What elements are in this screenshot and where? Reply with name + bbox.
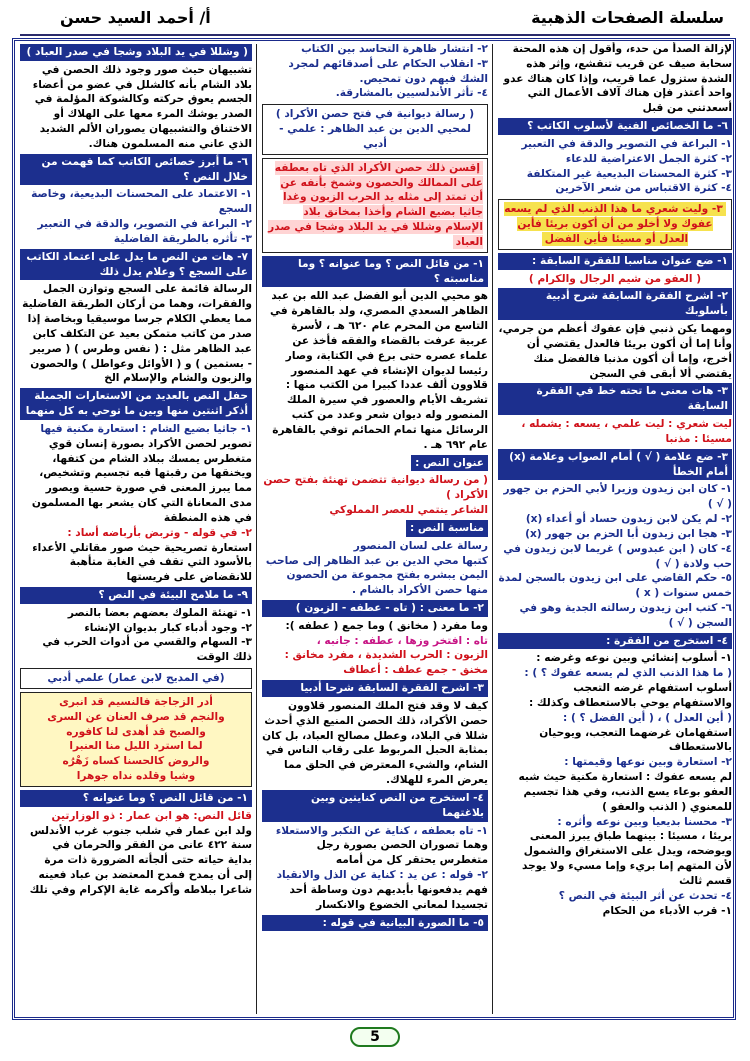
text-line: التاسع من المحرم عام ٦٢٠ هـ ، لأسرة — [291, 320, 488, 333]
text-line: الزبون : الحرب الشديدة ، مفرد مخانق : مخنق - جمع عطف : أعطاف — [284, 649, 488, 677]
text-line: رئيسا لديوان الإنشاء في عهد المنصور — [291, 364, 488, 377]
list-item: ١- تهنئة الملوك بعضهم بعضا بالنصر — [67, 606, 252, 619]
question-heading: ٥- ما الصورة البيانية في قوله : — [262, 915, 488, 932]
list-item: لم يسعه عفوك : استعارة مكنية حيث شبه — [518, 771, 732, 784]
text-line: تشريف الأيام والعصور في سيرة الملك — [286, 394, 488, 407]
text-line: سنة ٤٢٢ عانى من الفقر والحرمان في — [52, 839, 252, 852]
section-title-box: ( رسالة ديوانية في فتح حصن الأكراد ) لمحيي الدين بن عبد الظاهر : علمي - أدبي — [262, 104, 488, 154]
text-line: الرسالة قائمة على السجع وتوازن الجمل — [42, 283, 252, 296]
text-line: - بستمين ) و ( الأوائل وعواطل ) والحصون — [30, 357, 252, 370]
list-item: ٤- كثرة الاقتباس من شعر الآخرين — [555, 182, 732, 195]
text-line: عربية عرفت بالقضاء والفقه فأخذ عن — [292, 334, 488, 347]
quote-box — [498, 199, 732, 249]
column-right — [498, 42, 732, 1016]
text-line: الذي عاني منه المسلمون هناك. — [88, 137, 252, 150]
answer-text: ليت شعري : ليت علمي ، يسعه : يشمله ، مسيئا : مذنبا — [521, 418, 732, 445]
quote-heading: ( وشللا في يد البلاد وشجا في صدر العباد ) — [20, 44, 252, 61]
label-heading: مناسبة النص : — [406, 520, 488, 537]
question-heading: ٣- ضع علامة ( √ ) أمام الصواب وعلامة (x) أمام الخطأ — [498, 449, 732, 481]
list-item: ٢- استعارة وبين نوعها وقيمتها : — [564, 756, 732, 769]
text-line: شاعرا ببلاطه وأكرمه غاية الإكرام وفي تلك — [29, 883, 252, 896]
text-line: المنصور وله ديوان شعر وعدد من كتب — [291, 409, 488, 422]
text-line: عبد الظاهر مثل : ( نفس وطرس ) ( صريير — [30, 342, 252, 355]
list-item: ٣- تأثره بالطريقة الفاضلية — [113, 232, 252, 245]
author-name: أ/ أحمد السيد حسن — [60, 8, 211, 27]
list-item: ١- قرب الأدباء من الحكام — [602, 904, 732, 917]
poem-line: لما استرد الليل منا العنبرا — [69, 740, 203, 753]
text-line: والزبون والشام والإسلام الخ — [104, 372, 252, 385]
text-line: حصن الأكراد، ذلك الحصن المنيع الذي أحدث — [264, 714, 488, 727]
text-line: الشدة ستزول عما قريب، وإذا كان هناك عدو — [503, 72, 732, 85]
list-item: ( أين العدل ) ، ( أين الفضل ؟ ) : — [563, 711, 732, 724]
text-line: للانقضاض على فريستها — [126, 571, 252, 584]
text-line: الشام، والشيء المعترض في الحلق مما — [284, 759, 488, 772]
text-line: يعرض المرء للهلاك. — [386, 774, 488, 787]
list-item: لأن المتهم إما بريء وإما مسيء ولا يوجد — [521, 860, 732, 873]
list-item: ٣- محسنا بديعيا وبين نوعه وأثره : — [557, 815, 732, 828]
text-line: بالأسود التي تقف في الغابة متأهبة — [69, 556, 252, 569]
list-item: ٣- هجا ابن زيدون أبا الحزم بن جهور (x) — [525, 527, 732, 540]
question-heading: ٢- ما معنى : ( تاه - عطفه - الزبون ) — [262, 600, 488, 617]
page-number: 5 — [350, 1027, 400, 1047]
question-heading: ٣- اشرح الفقرة السابقة شرحا أدبيا — [262, 680, 488, 697]
text-line: شللا في البلاد، وعطل مصالح العباد، بل كان — [262, 729, 488, 742]
text-line: الاختناق والتشبيهان يصوران الألم الشديد — [39, 123, 252, 136]
list-item: العفو بوعاء يسع الذنب، وفي هذا تجسيم — [523, 785, 732, 798]
text-line: تصوير لحصن الأكراد بصورة إنسان قوي — [48, 437, 252, 450]
text-line: إلى أن يمدح فمدح المعتضد بن عباد فعينه — [38, 869, 252, 882]
text-line: ويخنقها من رقبتها فيه تجسيم وتشخيص، — [39, 467, 252, 480]
list-item: ١- البراعة في التصوير والدقة في التعبير — [521, 137, 732, 150]
text-line: وهما تصوران الحصن بصورة رجل — [316, 839, 488, 852]
list-item: ( ما هذا الذنب الذي لم يسعه عفوك ؟ ) : — [524, 667, 732, 680]
list-item: ٤- كان ( ابن عبدوس ) غريما لابن زيدون في حب ولادة ( √ ) — [503, 542, 732, 570]
poem-line: والروض كالحسنا كساه زَهْرُه — [62, 755, 210, 768]
list-item: ٣- كثرة المحسنات البديعية غير المتكلفة — [526, 167, 732, 180]
list-item: ٢- انتشار ظاهرة التحاسد بين الكتاب — [301, 43, 488, 55]
list-item: للمعنوي ( الذنب والعفو ) — [602, 800, 732, 813]
quote-text: إقسن ذلك حصن الأكراد الذي تاه بعطفه على الممالك والحصون وشمخ بأنفه عن أن تمتد إلى مثله يد الحرب الزبون وغدا جاثيا بضيع الشام وأخذا بمخانق بلاد الإسلام وشللا في يد البلاد وشجا في صدر العباد — [268, 161, 483, 248]
text-line: مدى المعاناة التي كان يشعر بها المسلمون — [31, 497, 252, 510]
text-line: الظاهر السعدي المصري، ولد بالقاهرة في — [269, 305, 488, 318]
text-line: تشبيهان حيث صور وجود ذلك الحصن في — [41, 63, 252, 76]
list-item: ١- كان ابن زيدون وزيرا لأبي الحزم بن جهور ( √ ) — [503, 483, 732, 511]
text-line: استعارة تصريحية حيث صور مقاتلي الأعداء — [32, 541, 252, 554]
answer-text: الشاعر ينتمي للعصر المملوكي — [329, 504, 488, 517]
text-line: والفقرات، وهما من أركان الطريقة الفاضلية — [22, 298, 252, 311]
text-line: قلاوون ألف عددا كبيرا من الكتب منها : — [285, 379, 488, 392]
question-heading: ٤- استخرج من النص كنايتين وبين بلاغتهما — [262, 790, 488, 822]
text-line: ٢- في قوله - وتربض بأرباضه أساد : — [67, 526, 252, 539]
list-item: أسلوب استفهام غرضه التعجب — [573, 682, 732, 695]
poem-box — [20, 692, 252, 787]
question-heading: ٦- ما أبرز خصائص الكاتب كما فهمت من خلال النص ؟ — [20, 154, 252, 186]
list-item: ٣- السهام والقسي من أدوات الحرب في ذلك الوقت — [42, 636, 252, 664]
section-title-box: (في المديح لابن عمار) علمي أدبي — [20, 668, 252, 689]
text-line: ومهما يكن ذنبي فإن عفوك أعظم من جرمي، — [498, 323, 732, 336]
series-title: سلسلة الصفحات الذهبية — [531, 8, 724, 27]
text-line: لإزالة الصدأ من حدء، وأقول إن هذه المحنة — [512, 43, 732, 55]
text-line: متغطرس يمسك ببلاد الشام من كتفها، — [52, 452, 252, 465]
text-line: عام ٦٩٢ هـ . — [423, 438, 488, 451]
text-line: أسعدتني من قبل — [642, 102, 732, 115]
page-footer — [0, 1026, 750, 1047]
list-item: ٥- حكم القاضي على ابن زيدون بالسجن لمدة خمس سنوات ( x ) — [498, 572, 732, 600]
question-heading: حفل النص بالعديد من الاستعارات الجميلة أذكر اثنتين منها وبين ما توحي به كل منهما — [20, 388, 252, 420]
text-line: متغطرس يحتقر كل من أمامه — [335, 854, 488, 867]
list-item: قسم ثالث — [679, 874, 732, 887]
poem-line: أدر الزجاجة فالنسيم قد انبرى — [59, 695, 213, 708]
text-line: ١- جاثيا بضيع الشام : استعارة مكنية فيها — [40, 422, 252, 435]
text-line: هو محيي الدين أبو الفضل عبد الله بن عبد — [271, 290, 488, 303]
list-item: ٢- لم يكن لابن زيدون حساد أو أعداء (x) — [525, 513, 732, 526]
question-heading: ١- من قائل النص ؟ وما عنوانه ؟ — [20, 790, 252, 807]
text-line: فهم يدفعونها بأيديهم دون وساطة أحد — [289, 883, 488, 896]
text-line: وما مفرد ( مخانق ) وما جمع ( عطفه ): — [285, 619, 488, 632]
list-item: والاستفهام يوحي بالاستعطاف وكذلك : — [528, 696, 732, 709]
page-header — [20, 6, 730, 32]
column-middle — [262, 42, 488, 1016]
list-item: ٢- وجود أدباء كبار بديوان الإنشاء — [84, 621, 252, 634]
list-item: ٦- كتب ابن زيدون رسالته الجدية وهو في السجن ( √ ) — [519, 601, 732, 629]
text-line: وأنا إما أن أكون بريئا فالعدل يقتضي أن — [526, 337, 732, 350]
list-item: ٢- كثرة الجمل الاعتراضية للدعاء — [565, 152, 732, 165]
question-heading: ٦- ما الخصائص الفنية لأسلوب الكاتب ؟ — [498, 118, 732, 135]
text-line: الرسائل منها تمام الحمائم توفي بالقاهرة — [272, 423, 488, 436]
list-item: ٤- تأثر الأندلسيين بالمشارقة. — [335, 87, 488, 100]
list-item: ١- الاعتماد على المحسنات البديعية، وخاصة السجع — [31, 188, 252, 216]
text-line: ولد ابن عمار في شلب جنوب غرب الأندلس — [30, 824, 252, 837]
text-line: قائل النص: هو ابن عمار : ذو الوزارتين — [51, 809, 252, 822]
list-item: ٢- البراعة في التصوير، والدقة في التعبير — [37, 218, 252, 231]
text-line: منها حصن الأكراد بالشام . — [351, 584, 488, 597]
text-line: كتبها محي الدين بن عبد الظاهر إلى صاحب — [265, 554, 488, 567]
list-item: ويوضحه، ويدل على الاستغراق والشمول — [523, 845, 732, 858]
text-line: تاه : افتخر وزها ، عطفه : جانبه ، — [316, 634, 488, 647]
text-line: بداية حياته حتى ألجأته الضرورة ذات مرة — [44, 854, 252, 867]
question-heading: ٤- استخرج من الفقرة : — [498, 633, 732, 650]
question-heading: ١- من قائل النص ؟ وما عنوانه ؟ وما مناسبته ؟ — [262, 256, 488, 288]
question-heading: ١- ضع عنوان مناسبا للفقرة السابقة : — [498, 253, 732, 270]
question-heading: ٧- هات من النص ما يدل على اعتماد الكاتب على السجع ؟ وعلام يدل ذلك — [20, 249, 252, 281]
poem-line: وشيا وقلده نداه جوهرا — [76, 770, 196, 783]
column-left — [20, 42, 252, 1016]
question-heading: ٩- ما ملامح البيئة في النص ؟ — [20, 587, 252, 604]
list-item: بريئا ، مسيئا : بينهما طباق يبرز المعنى — [529, 830, 732, 843]
text-line: اليمن يبشره بفتح مجموعة من الحصون — [286, 569, 488, 582]
text-line: مما يعطي الكلام جرسا موسيقيا وبخاصة إذا — [27, 313, 252, 326]
poem-line: والصبح قد أهدى لنا كافوره — [66, 725, 206, 738]
quote-text: ٣- وليت شعري ما هذا الذنب الذي لم يسعه عفوك ولا أخلو من أن أكون بريئا فأين العدل أو مسيئا فأين الفضل — [504, 202, 726, 246]
answer-text: ( من رسالة ديوانية تتضمن تهنئة بفتح حصن الأكراد ) — [263, 474, 488, 502]
text-line: كيف لا وقد فتح الملك المنصور قلاوون — [288, 699, 488, 712]
text-line: أخرج، وإما أن أكون مذنبا فالفضل منك — [533, 352, 732, 365]
column-separator-1 — [492, 44, 493, 1014]
header-rule — [20, 34, 730, 36]
text-line: تجسيدا لمعاني الخضوع والانكسار — [316, 898, 488, 911]
text-line: صدر من كاتب متمكن بعيد عن التكلف كابن — [32, 327, 252, 340]
text-line: بلاد الشام بأنه كالشلل في عضو من أعضاء — [32, 78, 252, 91]
text-line: واحد أعتذر فإن هناك آلاف الأعمال التي — [527, 87, 732, 100]
list-item: استفهامان غرضهما التعجب، ويوحيان بالاستعطاف — [539, 726, 732, 754]
column-separator-2 — [256, 44, 257, 1014]
text-line: مما يبرز المعنى في صورة حسية ويصور — [45, 482, 252, 495]
answer-text: ( العفو من شيم الرجال والكرام ) — [528, 272, 702, 285]
question-heading: ٣- هات معنى ما تحته خط في الفقرة السابقة — [498, 383, 732, 415]
text-line: ٢- قوله : عن يد : كناية عن الذل والانقياد — [276, 869, 488, 882]
text-line: يقتضي ألا أبقى في السجن — [589, 367, 732, 380]
list-item: ٤- تحدث عن أثر البيئة في النص ؟ — [558, 889, 732, 902]
text-line: الصدر يوشك المرء معها على الهلاك أو — [53, 108, 252, 121]
label-heading: عنوان النص : — [411, 455, 488, 472]
text-line: الجسم يعوق حركته وكالشوكة المؤلمة في — [34, 93, 252, 106]
list-item: ٣- انقلاب الحكام على أصدقائهم لمجرد الشك فيهم دون تمحيص. — [288, 57, 488, 85]
text-line: رسالة على لسان المنصور — [353, 539, 488, 552]
poem-line: والنجم قد صرف العنان عن السرى — [47, 710, 225, 723]
text-line: علماء عصره حتى برع في الكتابة، وصار — [285, 349, 488, 362]
quote-box — [262, 158, 488, 253]
text-line: سحابة صيف عن قريب تنقشع، وإثر هذه — [526, 57, 732, 70]
text-line: بمثابة الحبل المربوط على رقاب الناس في — [266, 744, 488, 757]
list-item: ١- أسلوب إنشائي وبين نوعه وغرضه : — [536, 652, 732, 665]
question-heading: ٢- اشرح الفقرة السابقة شرح أدبية بأسلوبك — [498, 288, 732, 320]
text-line: ١- تاه بعطفه ، كناية عن التكبر والاستعلاء — [275, 824, 488, 837]
text-line: في هذه المنطقة — [163, 511, 252, 524]
